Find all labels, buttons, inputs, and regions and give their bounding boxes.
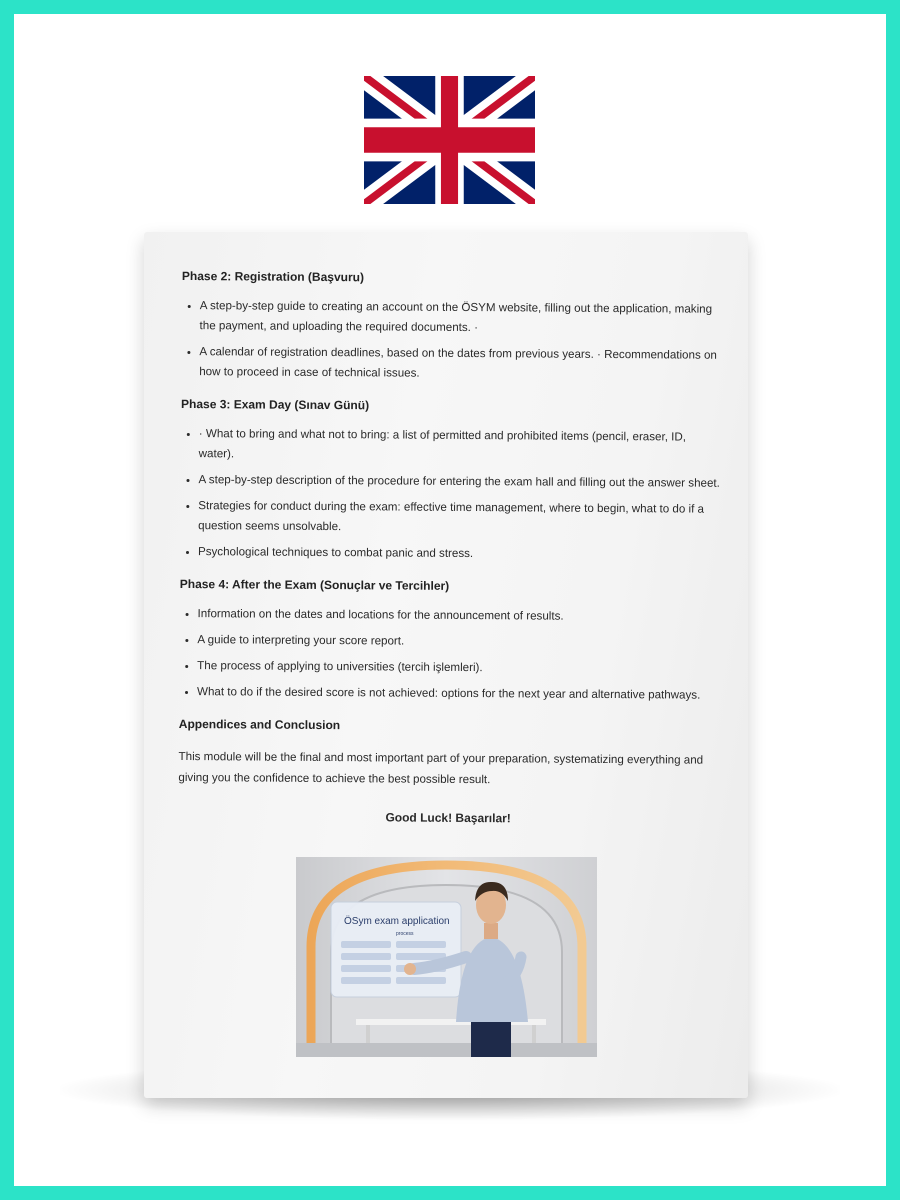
appendices-heading: Appendices and Conclusion — [178, 716, 341, 733]
phase4-heading: Phase 4: After the Exam (Sonuçlar ve Tercihler) — [179, 576, 450, 593]
phase3-list — [180, 424, 721, 566]
phase4-list — [179, 604, 720, 706]
board-title: ÖSym exam application — [344, 916, 450, 927]
list-item: • The process of applying to universities (tercih işlemleri). — [197, 656, 719, 680]
list-item: • A calendar of registration deadlines, based on the dates from previous years. · Recommendations on how to proceed in case of technical issues. — [199, 342, 721, 386]
closing-text: Good Luck! Başarılar! — [385, 810, 511, 826]
phase3-heading: Phase 3: Exam Day (Sınav Günü) — [180, 396, 370, 413]
list-item: • Psychological techniques to combat panic and stress. — [198, 542, 720, 566]
list-item: • What to do if the desired score is not achieved: options for the next year and alternative pathways. — [197, 682, 719, 706]
list-item: • Strategies for conduct during the exam: effective time management, where to begin, what to do if a question seems unsolvable. — [198, 496, 720, 540]
list-item: • Information on the dates and locations for the announcement of results. — [198, 604, 720, 628]
phase2-heading: Phase 2: Registration (Başvuru) — [181, 268, 365, 285]
list-item: • A step-by-step guide to creating an account on the ÖSYM website, filling out the application, making the payment, and uploading the required documents. · — [200, 296, 722, 340]
board-subtitle: process — [396, 931, 414, 937]
document-content — [178, 266, 722, 840]
list-item: • A guide to interpreting your score report. — [197, 630, 719, 654]
conclusion-paragraph: This module will be the final and most important part of your preparation, systematizing everything and giving you the confidence to achieve the best possible result. — [178, 749, 704, 787]
phase2-list — [181, 296, 722, 386]
list-item: • A step-by-step description of the procedure for entering the exam hall and filling out the answer sheet. — [198, 470, 720, 494]
list-item: • · What to bring and what not to bring: a list of permitted and prohibited items (pencil, eraser, ID, water). — [199, 424, 721, 468]
presenter-photo — [296, 857, 597, 1057]
uk-flag-icon — [364, 76, 535, 204]
